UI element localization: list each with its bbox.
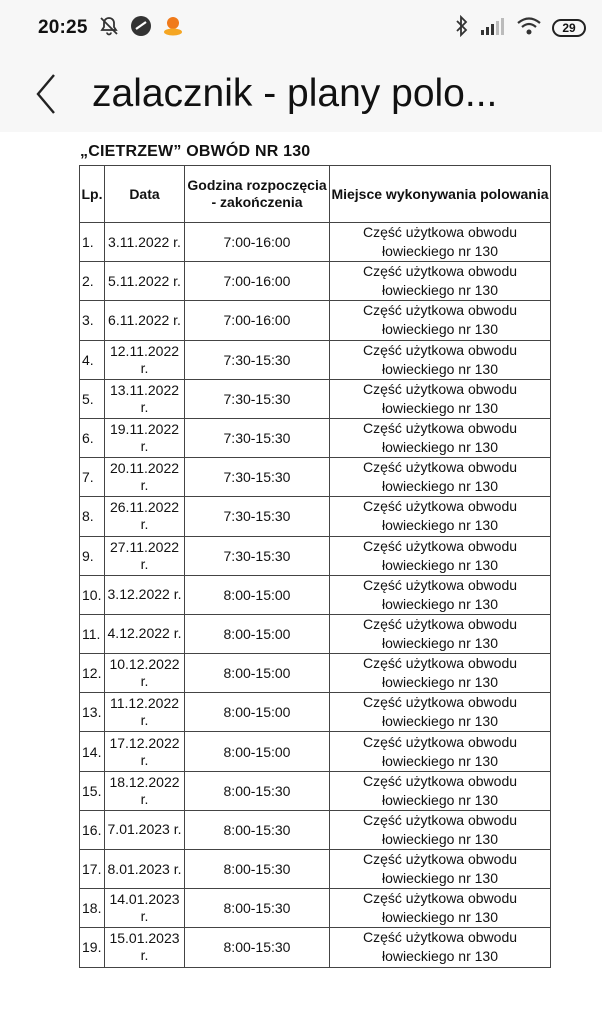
row-number: 11.	[80, 614, 105, 653]
row-number: 2.	[80, 262, 105, 301]
row-hours: 7:30-15:30	[185, 497, 330, 536]
row-number: 16.	[80, 810, 105, 849]
row-date: 27.11.2022 r.	[105, 536, 185, 575]
wifi-icon	[516, 16, 542, 41]
row-hours: 8:00-15:30	[185, 928, 330, 967]
table-row	[80, 379, 551, 418]
row-date: 26.11.2022 r.	[105, 497, 185, 536]
row-place: Część użytkowa obwodu łowieckiego nr 130	[330, 575, 551, 614]
row-number: 3.	[80, 301, 105, 340]
table-row	[80, 262, 551, 301]
row-date: 11.12.2022 r.	[105, 693, 185, 732]
document-title: zalacznik - plany polo...	[92, 72, 498, 115]
row-hours: 8:00-15:30	[185, 889, 330, 928]
row-place: Część użytkowa obwodu łowieckiego nr 130	[330, 732, 551, 771]
row-place: Część użytkowa obwodu łowieckiego nr 130	[330, 771, 551, 810]
row-date: 7.01.2023 r.	[105, 810, 185, 849]
table-row	[80, 340, 551, 379]
row-hours: 7:30-15:30	[185, 458, 330, 497]
row-date: 15.01.2023 r.	[105, 928, 185, 967]
column-header-hours: Godzina rozpoczęcia - zakończenia	[185, 166, 330, 223]
clock-time: 20:25	[38, 17, 88, 38]
row-date: 13.11.2022 r.	[105, 379, 185, 418]
document-heading: „CIETRZEW” OBWÓD NR 130	[80, 143, 311, 160]
bluetooth-icon	[454, 15, 470, 42]
hunt-schedule-table	[79, 165, 551, 968]
row-date: 17.12.2022 r.	[105, 732, 185, 771]
chevron-left-icon	[35, 73, 57, 115]
row-number: 19.	[80, 928, 105, 967]
row-hours: 8:00-15:30	[185, 850, 330, 889]
row-place: Część użytkowa obwodu łowieckiego nr 130	[330, 536, 551, 575]
row-number: 15.	[80, 771, 105, 810]
row-hours: 7:00-16:00	[185, 262, 330, 301]
column-header-lp: Lp.	[80, 166, 105, 223]
row-date: 14.01.2023 r.	[105, 889, 185, 928]
row-date: 3.11.2022 r.	[105, 223, 185, 262]
row-place: Część użytkowa obwodu łowieckiego nr 130	[330, 301, 551, 340]
row-number: 17.	[80, 850, 105, 889]
row-hours: 8:00-15:30	[185, 810, 330, 849]
row-hours: 8:00-15:30	[185, 771, 330, 810]
row-number: 7.	[80, 458, 105, 497]
row-date: 5.11.2022 r.	[105, 262, 185, 301]
row-date: 12.11.2022 r.	[105, 340, 185, 379]
row-number: 10.	[80, 575, 105, 614]
row-place: Część użytkowa obwodu łowieckiego nr 130	[330, 693, 551, 732]
row-number: 5.	[80, 379, 105, 418]
row-date: 6.11.2022 r.	[105, 301, 185, 340]
row-hours: 8:00-15:00	[185, 654, 330, 693]
row-place: Część użytkowa obwodu łowieckiego nr 130	[330, 418, 551, 457]
back-button[interactable]	[26, 70, 66, 118]
row-number: 18.	[80, 889, 105, 928]
table-row	[80, 614, 551, 653]
table-row	[80, 575, 551, 614]
row-place: Część użytkowa obwodu łowieckiego nr 130	[330, 889, 551, 928]
table-body	[80, 223, 551, 968]
row-date: 10.12.2022 r.	[105, 654, 185, 693]
table-header-row	[80, 166, 551, 223]
table-row	[80, 732, 551, 771]
row-place: Część użytkowa obwodu łowieckiego nr 130	[330, 458, 551, 497]
row-number: 8.	[80, 497, 105, 536]
row-hours: 7:30-15:30	[185, 536, 330, 575]
table-row	[80, 771, 551, 810]
row-place: Część użytkowa obwodu łowieckiego nr 130	[330, 262, 551, 301]
row-date: 3.12.2022 r.	[105, 575, 185, 614]
row-hours: 7:00-16:00	[185, 223, 330, 262]
signal-icon	[480, 16, 506, 41]
column-header-place: Miejsce wykonywania polowania	[330, 166, 551, 223]
row-date: 8.01.2023 r.	[105, 850, 185, 889]
table-row	[80, 654, 551, 693]
row-number: 12.	[80, 654, 105, 693]
row-date: 20.11.2022 r.	[105, 458, 185, 497]
row-place: Część użytkowa obwodu łowieckiego nr 130	[330, 850, 551, 889]
row-hours: 8:00-15:00	[185, 575, 330, 614]
document-page[interactable]	[0, 132, 602, 1024]
row-place: Część użytkowa obwodu łowieckiego nr 130	[330, 497, 551, 536]
row-date: 4.12.2022 r.	[105, 614, 185, 653]
status-right	[454, 15, 586, 42]
table-row	[80, 889, 551, 928]
row-hours: 7:30-15:30	[185, 379, 330, 418]
row-number: 1.	[80, 223, 105, 262]
row-number: 14.	[80, 732, 105, 771]
row-hours: 8:00-15:00	[185, 614, 330, 653]
table-row	[80, 418, 551, 457]
table-row	[80, 458, 551, 497]
row-number: 4.	[80, 340, 105, 379]
row-place: Część użytkowa obwodu łowieckiego nr 130	[330, 614, 551, 653]
row-place: Część użytkowa obwodu łowieckiego nr 130	[330, 654, 551, 693]
row-place: Część użytkowa obwodu łowieckiego nr 130	[330, 810, 551, 849]
row-date: 19.11.2022 r.	[105, 418, 185, 457]
table-row	[80, 928, 551, 967]
table-row	[80, 850, 551, 889]
table-row	[80, 497, 551, 536]
row-hours: 7:00-16:00	[185, 301, 330, 340]
row-number: 13.	[80, 693, 105, 732]
status-bar	[0, 0, 602, 56]
row-hours: 8:00-15:00	[185, 693, 330, 732]
row-hours: 7:30-15:30	[185, 340, 330, 379]
row-hours: 8:00-15:00	[185, 732, 330, 771]
row-place: Część użytkowa obwodu łowieckiego nr 130	[330, 223, 551, 262]
table-row	[80, 536, 551, 575]
row-place: Część użytkowa obwodu łowieckiego nr 130	[330, 379, 551, 418]
bell-muted-icon	[98, 15, 120, 42]
row-number: 6.	[80, 418, 105, 457]
status-left	[38, 15, 184, 42]
table-row	[80, 693, 551, 732]
battery-indicator: 29	[552, 19, 586, 37]
column-header-date: Data	[105, 166, 185, 223]
table-row	[80, 223, 551, 262]
row-place: Część użytkowa obwodu łowieckiego nr 130	[330, 928, 551, 967]
row-place: Część użytkowa obwodu łowieckiego nr 130	[330, 340, 551, 379]
row-number: 9.	[80, 536, 105, 575]
table-row	[80, 810, 551, 849]
row-date: 18.12.2022 r.	[105, 771, 185, 810]
orange-app-icon	[162, 15, 184, 42]
table-row	[80, 301, 551, 340]
app-notification-icon	[130, 15, 152, 42]
app-bar	[0, 56, 602, 132]
row-hours: 7:30-15:30	[185, 418, 330, 457]
